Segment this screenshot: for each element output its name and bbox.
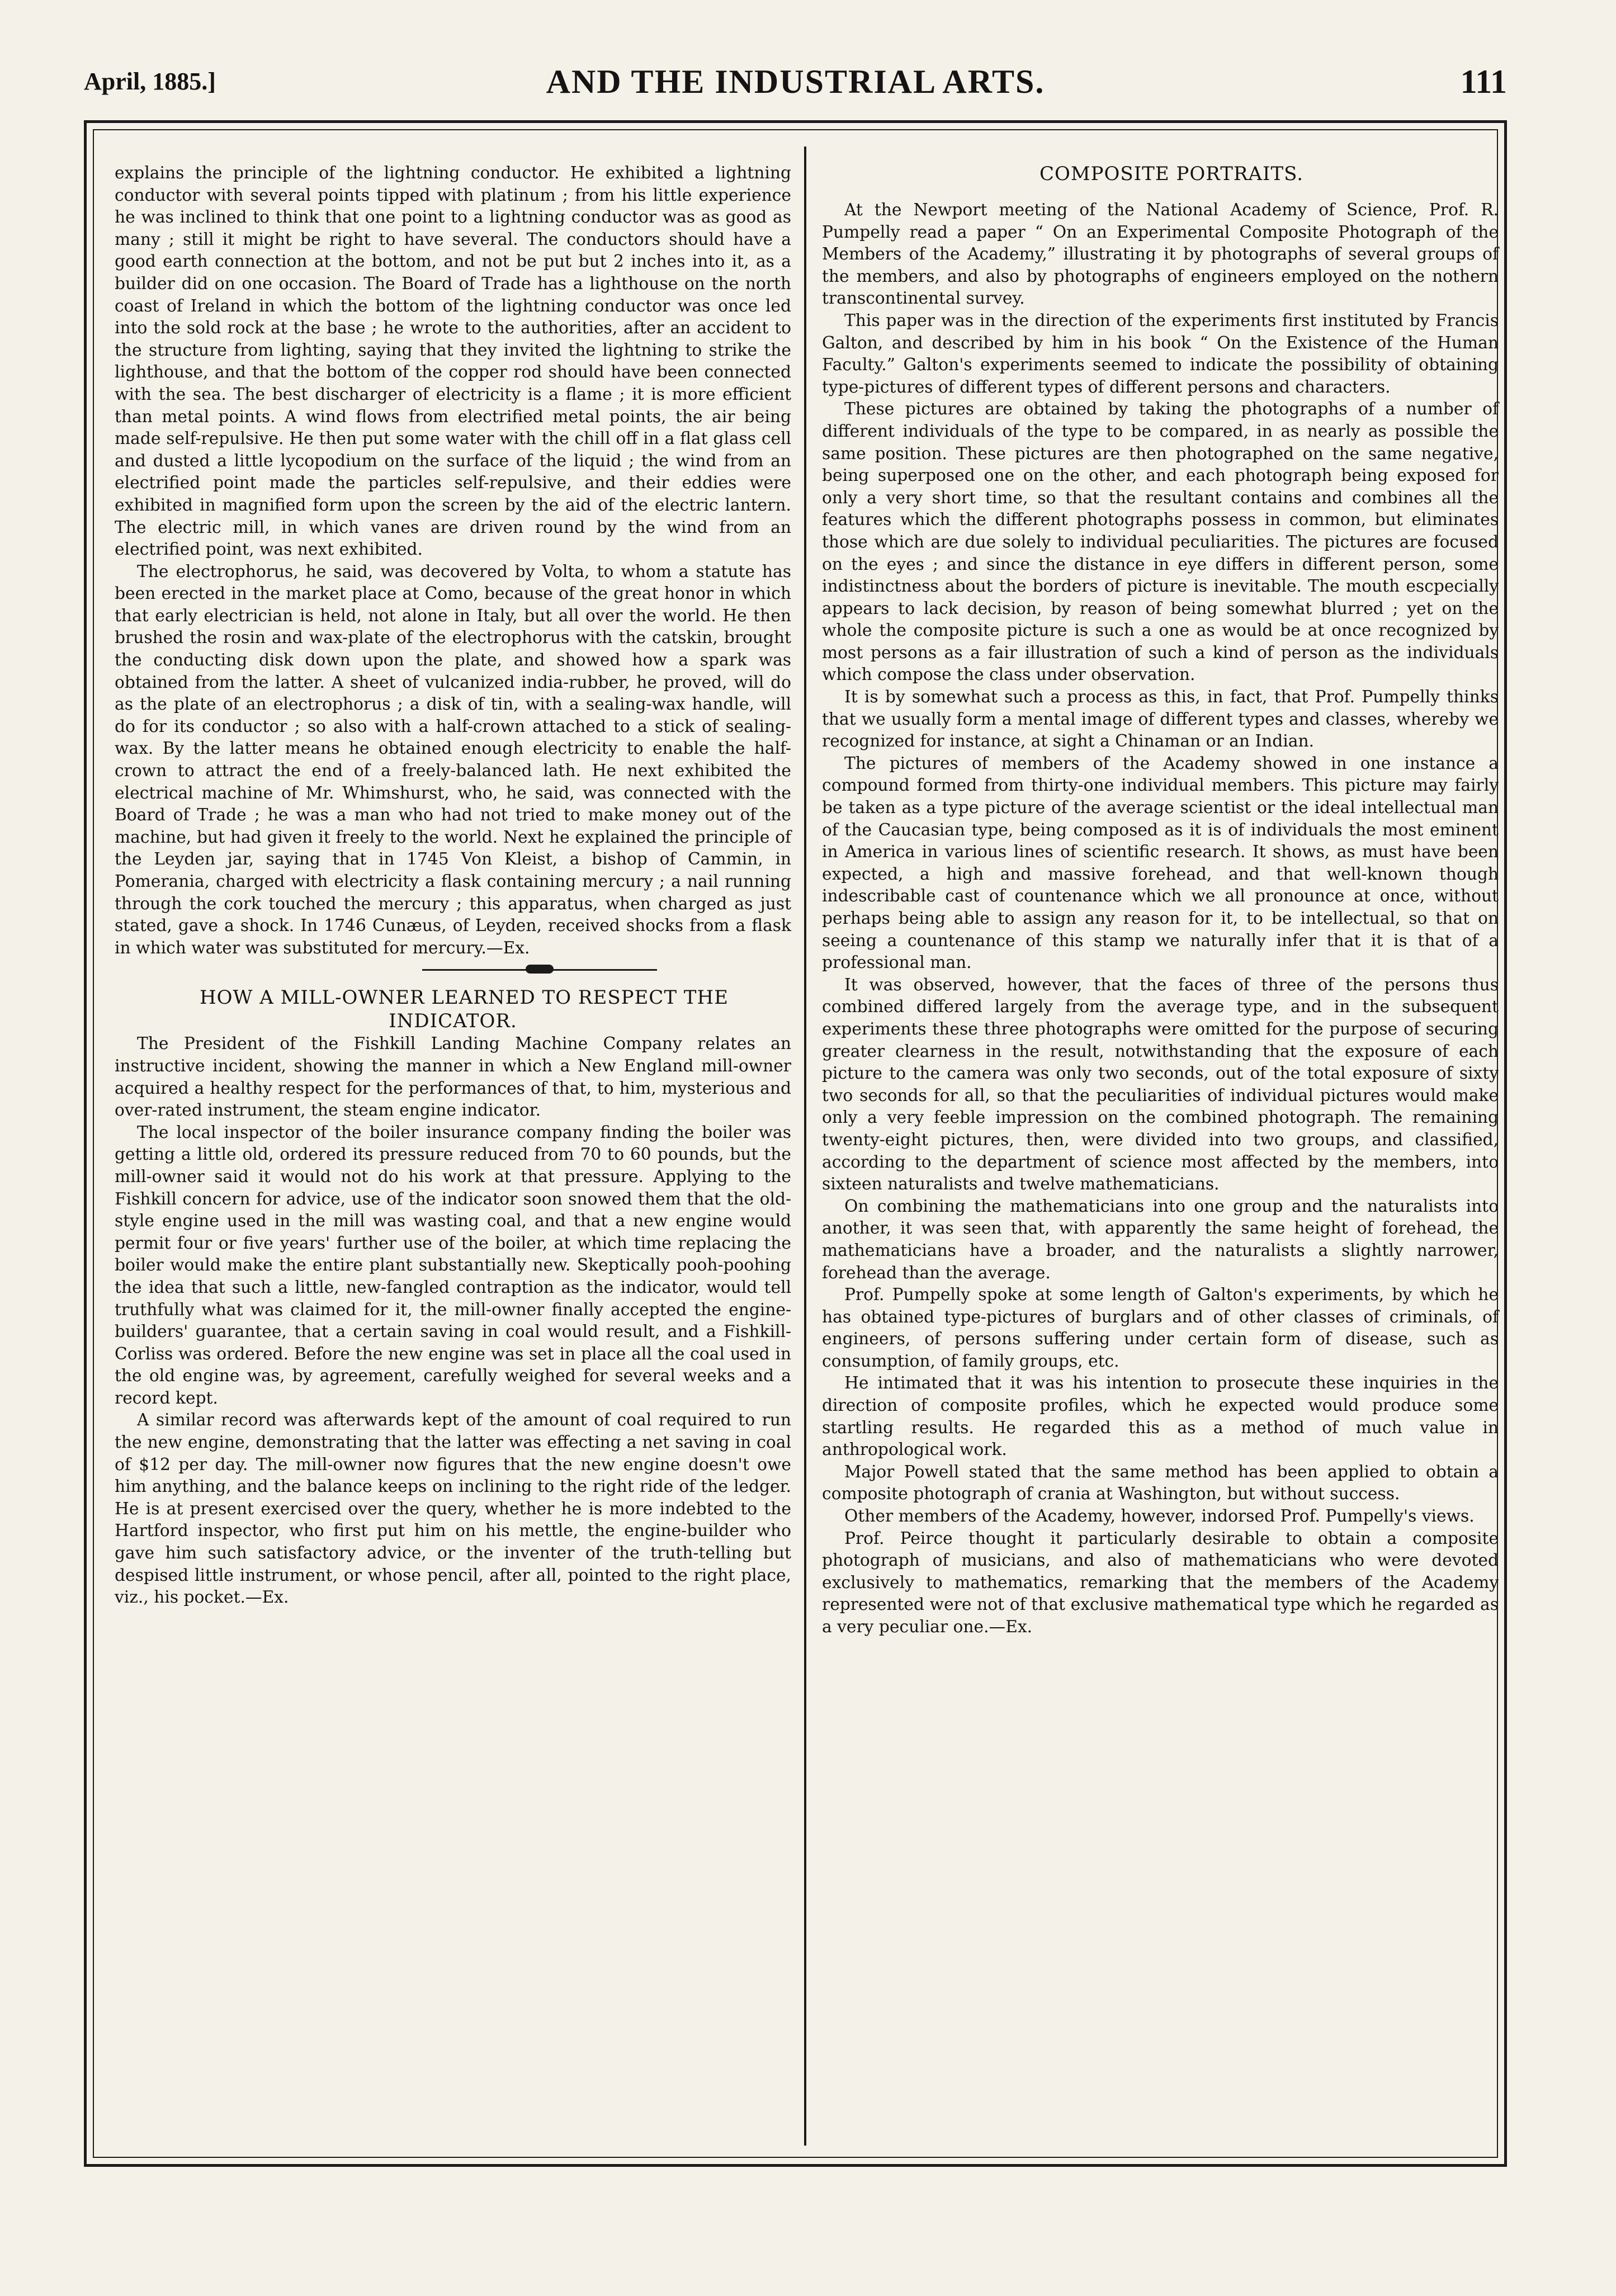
article-paragraph: He intimated that it was his intention to prosecute these inquiries in the direction of composite profiles, which he expected would produce some startling results. He regarded this as a method of much value in anthropological work.: [822, 1373, 1499, 1460]
article-paragraph: A similar record was afterwards kept of the amount of coal required to run the new engine, demonstrating that the latter was effecting a net saving in coal of $12 per day. The mill-owner now figures that the new engine doesn't owe him anything, and the balance keeps on inclining to the right ride of the ledger. He is at present exercised over the query, whether he is more indebted to the Hartford inspector, who first put him on his mettle, the engine-builder who gave him such satisfactory advice, or the inventer of the truth-telling but despised little instrument, or whose pencil, after all, pointed to the right place, viz., his pocket.—Ex.: [115, 1410, 791, 1608]
article-paragraph: Major Powell stated that the same method has been applied to obtain a composite photograph of crania at Washington, but without success.: [822, 1462, 1499, 1504]
right-column: [822, 162, 1499, 1638]
article-paragraph: At the Newport meeting of the National Academy of Science, Prof. R. Pumpelly read a paper “ On an Experimental Composite Photograph of the Members of the Academy,” illustrating it by photographs of several groups of the members, and also by photographs of engineers employed on the nothern transcontinental survey.: [822, 200, 1499, 309]
article-paragraph: Prof. Peirce thought it particularly desirable to obtain a composite photograph of musicians, and also of mathematicians who were devoted exclusively to mathematics, remarking that the members of the Academy represented were not of that exclusive mathematical type which he regarded as a very peculiar one.—Ex.: [822, 1528, 1499, 1637]
issue-date: April, 1885.]: [84, 68, 216, 95]
article-paragraph: It was observed, however, that the faces of three of the persons thus combined differed largely from the average type, and in the subsequent experiments these three photographs were omitted for the purpose of securing greater clearness in the result, notwithstanding that the exposure of each picture to the camera was only two seconds, out of the total exposure of sixty two seconds for all, so that the peculiarities of individual pictures would make only a very feeble impression on the combined photograph. The remaining twenty-eight pictures, then, were divided into two groups, and classified, according to the department of science most affected by the members, into sixteen naturalists and twelve mathematicians.: [822, 975, 1499, 1194]
running-head: [84, 56, 1507, 106]
article-paragraph: Prof. Pumpelly spoke at some length of Galton's experiments, by which he has obtained type-pictures of burglars and of other classes of criminals, of engineers, of persons suffering under certain form of disease, such as consumption, of family groups, etc.: [822, 1285, 1499, 1371]
section-separator: [115, 959, 791, 986]
article-paragraph: This paper was in the direction of the experiments first instituted by Francis Galton, and described by him in his book “ On the Existence of the Human Faculty.” Galton's experiments seemed to indicate the possibility of obtaining type-pictures of different types of different persons and characters.: [822, 310, 1499, 397]
article-heading: HOW A MILL-OWNER LEARNED TO RESPECT THE INDICATOR.: [200, 986, 729, 1033]
article-paragraph: The electrophorus, he said, was decovered by Volta, to whom a statute has been erected in the market place at Como, because of the great honor in which that early electrician is held, not alone in Italy, but all over the world. He then brushed the rosin and wax-plate of the electrophorus with the catskin, brought the conducting disk down upon the plate, and showed how a spark was obtained from the latter. A sheet of vulcanized india-rubber, he proved, will do as the plate of an electrophorus ; a disk of tin, with a sealing-wax handle, will do for its conductor ; so also with a half-crown attached to a stick of sealing-wax. By the latter means he obtained enough electricity to enable the half-crown to attract the end of a freely-balanced lath. He next exhibited the electrical machine of Mr. Whimshurst, who, he said, was connected with the Board of Trade ; he was a man who had not tried to make money out of the machine, but had given it freely to the world. Next he explained the principle of the Leyden jar, saying that in 1745 Von Kleist, a bishop of Cammin, in Pomerania, charged with electricity a flask containing mercury ; a nail running through the cork touched the mercury ; this apparatus, when charged as just stated, gave a shock. In 1746 Cunæus, of Leyden, received shocks from a flask in which water was substituted for mercury.—Ex.: [115, 561, 791, 958]
article-paragraph: It is by somewhat such a process as this, in fact, that Prof. Pumpelly thinks that we usually form a mental image of different types and classes, whereby we recognized for instance, at sight a Chinaman or an Indian.: [822, 687, 1499, 752]
column-divider: [804, 147, 806, 2146]
article-paragraph: The President of the Fishkill Landing Machine Company relates an instructive incident, showing the manner in which a New England mill-owner acquired a healthy respect for the performances of that, to him, mysterious and over-rated instrument, the steam engine indicator.: [115, 1034, 791, 1121]
article-paragraph: The local inspector of the boiler insurance company finding the boiler was getting a little old, ordered its pressure reduced from 70 to 60 pounds, but the mill-owner said it would not do his work at that pressure. Applying to the Fishkill concern for advice, use of the indicator soon snowed them that the old-style engine used in the mill was wasting coal, and that a new engine would permit four or five years' further use of the boiler, at which time replacing the boiler would make the entire plant substantially new. Skeptically pooh-poohing the idea that such a little, new-fangled contraption as the indicator, would tell truthfully what was claimed for it, the mill-owner finally accepted the engine-builders' guarantee, that a certain saving in coal would result, and a Fishkill-Corliss was ordered. Before the new engine was set in place all the coal used in the old engine was, by agreement, carefully weighed for several weeks and a record kept.: [115, 1122, 791, 1408]
article-paragraph: These pictures are obtained by taking the photographs of a number of different individuals of the type to be compared, in as nearly as possible the same position. These pictures are then photographed on the same negative, being superposed one on the other, and each photograph being exposed for only a very short time, so that the resultant contains and combines all the features which the different photographs possess in common, but eliminates those which are due solely to individual peculiarities. The pictures are focused on the eyes ; and since the distance in eye differs in different person, some indistinctness about the borders of picture is inevitable. The mouth escpecially appears to lack decision, by reason of being somewhat blurred ; yet on the whole the composite picture is such a one as would be at once recognized by most persons as a fair illustration of such a kind of person as the individuals which compose the class under observation.: [822, 399, 1499, 685]
page-number: 111: [1460, 63, 1507, 100]
article-heading: COMPOSITE PORTRAITS.: [1039, 163, 1304, 185]
article-paragraph: On combining the mathematicians into one group and the naturalists into another, it was seen that, with apparently the same height of forehead, the mathematicians have a broader, and the naturalists a slightly narrower, forehead than the average.: [822, 1196, 1499, 1283]
article-paragraph: Other members of the Academy, however, indorsed Prof. Pumpelly's views.: [844, 1506, 1475, 1527]
left-column: [115, 162, 791, 1609]
article-paragraph: explains the principle of the lightning conductor. He exhibited a lightning conductor with several points tipped with platinum ; from his little experience he was inclined to think that one point to a lightning conductor was as good as many ; still it might be right to have several. The conductors should have a good earth connection at the bottom, and not be put but 2 inches into it, as a builder did on one occasion. The Board of Trade has a lighthouse on the north coast of Ireland in which the bottom of the lightning conductor was once led into the sold rock at the base ; he wrote to the authorities, after an accident to the structure from lighting, saying that they invited the lightning to strike the lighthouse, and that the bottom of the copper rod should have been connected with the sea. The best discharger of electricity is a flame ; it is more efficient than metal points. A wind flows from electrified metal points, the air being made self-repulsive. He then put some water with the chill off in a flat glass cell and dusted a little lycopodium on the surface of the liquid ; the wind from an electrified point made the particles self-repulsive, and their eddies were exhibited in magnified form upon the screen by the aid of the electric lantern. The electric mill, in which vanes are driven round by the wind from an electrified point, was next exhibited.: [115, 163, 791, 560]
article-paragraph: The pictures of members of the Academy showed in one instance a compound formed from thirty-one individual members. This picture may fairly be taken as a type picture of the average scientist or the ideal intellectual man of the Caucasian type, being composed as it is of individuals the most eminent in America in various lines of scientific research. It shows, as must have been expected, a high and massive forehead, and that well-known though indescribable cast of countenance which we all pronounce at once, without perhaps being able to assign any reason for it, to be intellectual, so that on seeing a countenance of this stamp we naturally infer that it is that of a professional man.: [822, 753, 1499, 973]
journal-title: AND THE INDUSTRIAL ARTS.: [546, 63, 1045, 100]
